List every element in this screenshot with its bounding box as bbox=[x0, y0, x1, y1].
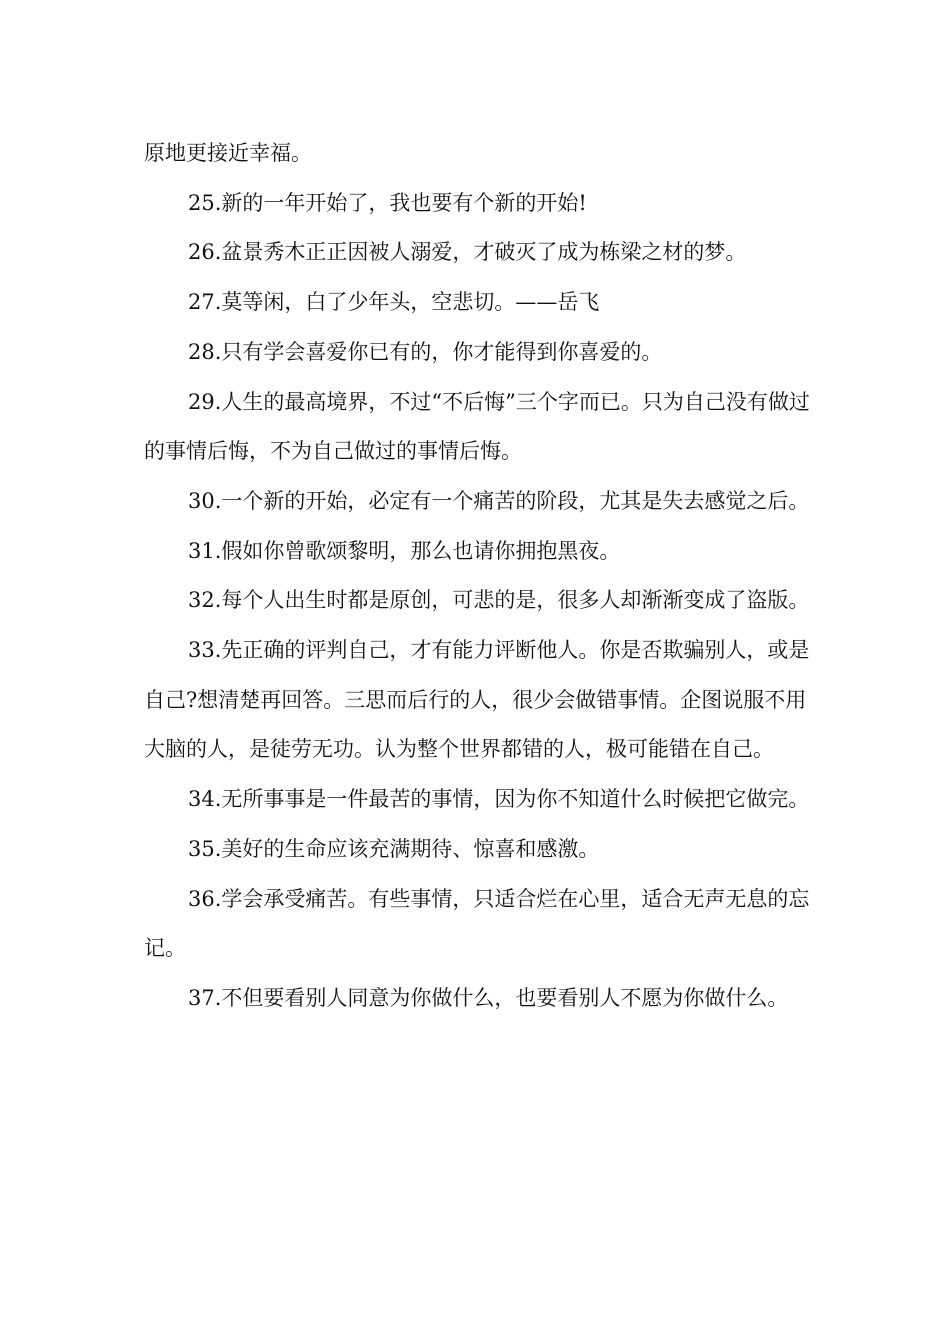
paragraph-continuation: 原地更接近幸福。 bbox=[144, 141, 312, 165]
document-body bbox=[144, 129, 820, 1024]
quote-31: 31.假如你曾歌颂黎明，那么也请你拥抱黑夜。 bbox=[188, 538, 621, 563]
quote-37: 37.不但要看别人同意为你做什么，也要看别人不愿为你做什么。 bbox=[188, 985, 789, 1010]
quote-32: 32.每个人出生时都是原创，可悲的是，很多人却渐渐变成了盗版。 bbox=[188, 588, 810, 613]
quote-36: 36.学会承受痛苦。有些事情，只适合烂在心里，适合无声无息的忘记。 bbox=[144, 886, 810, 961]
quote-28: 28.只有学会喜爱你已有的，你才能得到你喜爱的。 bbox=[188, 339, 663, 364]
quote-30: 30.一个新的开始，必定有一个痛苦的阶段，尤其是失去感觉之后。 bbox=[188, 488, 810, 513]
quote-26: 26.盆景秀木正正因被人溺爱，才破灭了成为栋梁之材的梦。 bbox=[188, 240, 747, 265]
quote-35: 35.美好的生命应该充满期待、惊喜和感激。 bbox=[188, 836, 600, 861]
quote-25: 25.新的一年开始了，我也要有个新的开始! bbox=[188, 190, 587, 215]
quote-33: 33.先正确的评判自己，才有能力评断他人。你是否欺骗别人，或是自己?想清楚再回答。三思而后行的人，很少会做错事情。企图说服不用大脑的人，是徒劳无功。认为整个世界都错的人，极可能错在自己。 bbox=[144, 638, 810, 762]
quote-34: 34.无所事事是一件最苦的事情，因为你不知道什么时候把它做完。 bbox=[188, 787, 810, 812]
quote-27: 27.莫等闲，白了少年头，空悲切。——岳飞 bbox=[188, 290, 600, 315]
quote-29: 29.人生的最高境界，不过“不后悔”三个字而已。只为自己没有做过的事情后悔，不为自己做过的事情后悔。 bbox=[144, 389, 810, 464]
